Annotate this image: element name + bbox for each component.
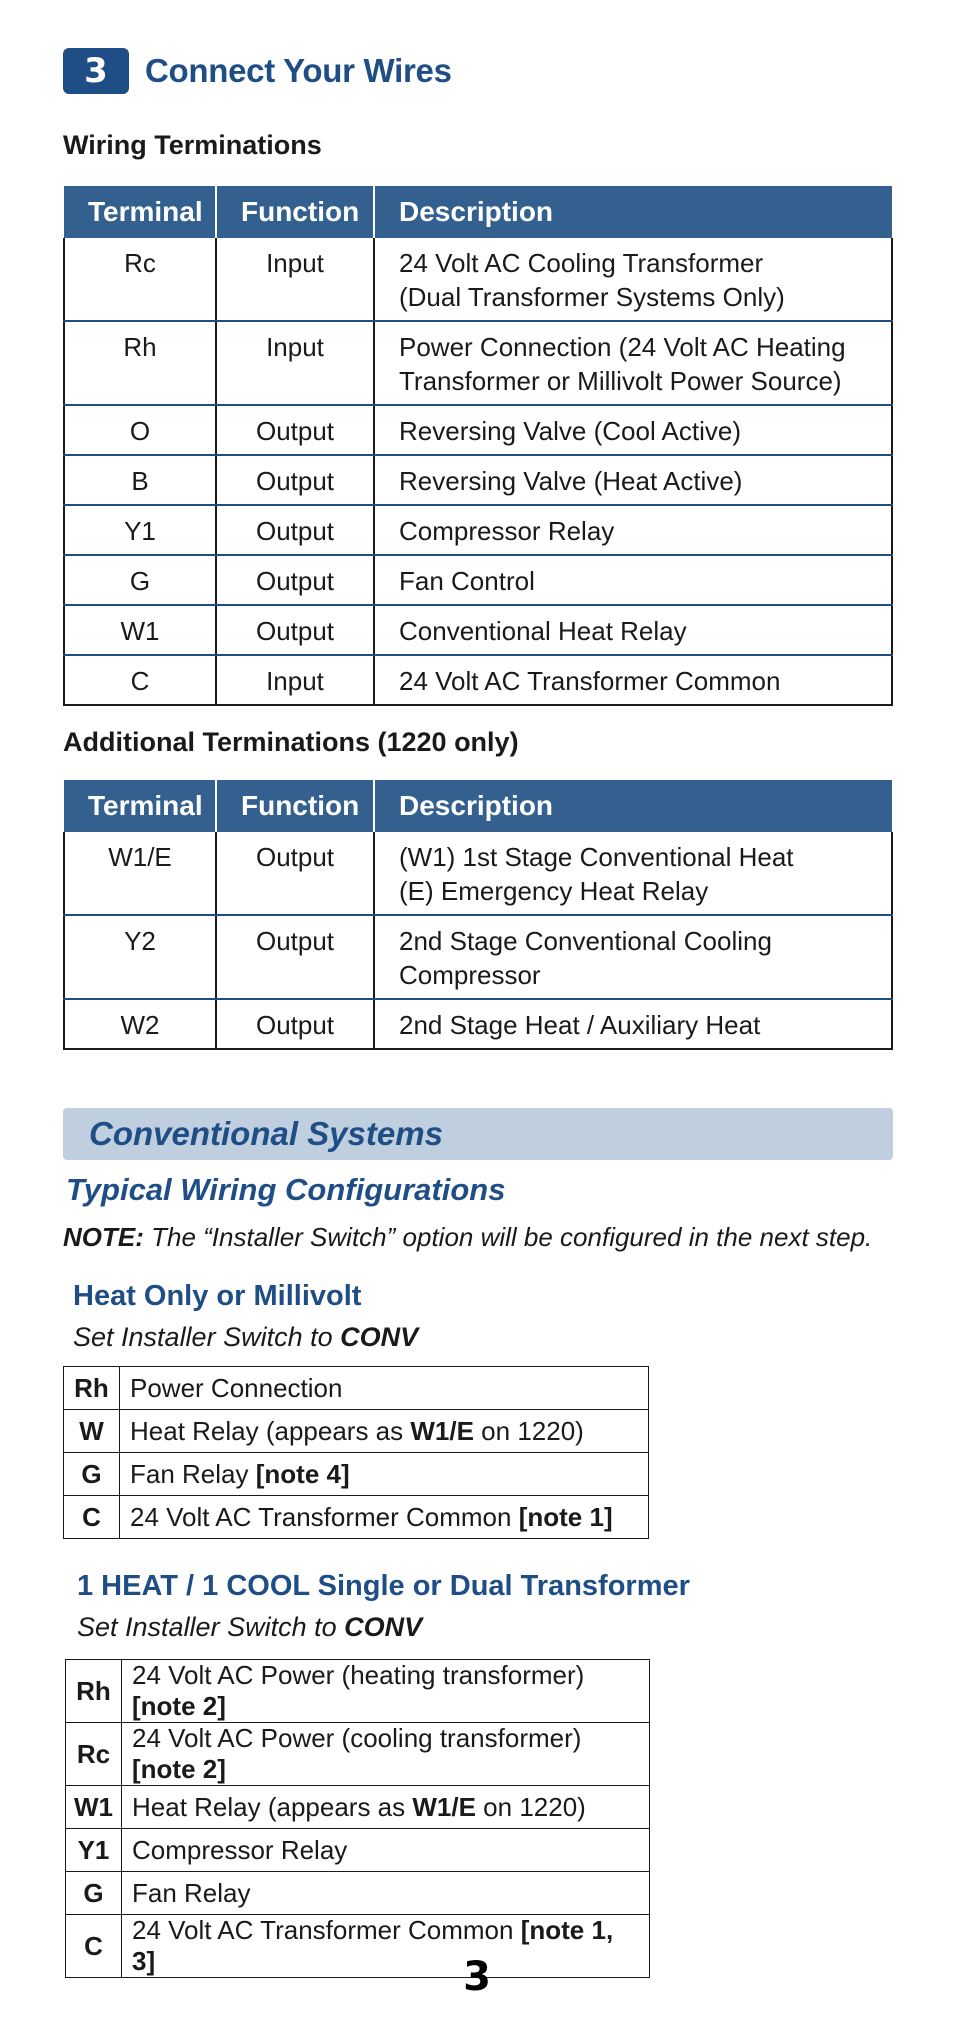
function-cell: Output bbox=[216, 999, 374, 1049]
description-line: Power Connection (24 Volt AC Heating bbox=[399, 332, 846, 362]
table-row bbox=[64, 832, 892, 915]
heat-only-heading: Heat Only or Millivolt bbox=[73, 1280, 362, 1312]
column-header: Description bbox=[374, 780, 892, 832]
table-row bbox=[66, 1786, 650, 1829]
note-reference: [note 4] bbox=[255, 1458, 350, 1489]
table-row bbox=[64, 1367, 649, 1410]
terminal-cell: G bbox=[66, 1872, 122, 1915]
table-header-row bbox=[64, 186, 892, 238]
connection-cell bbox=[122, 1786, 650, 1829]
function-cell: Output bbox=[216, 555, 374, 605]
description-cell: Fan Control bbox=[374, 555, 892, 605]
description-cell: Reversing Valve (Heat Active) bbox=[374, 455, 892, 505]
column-header: Terminal bbox=[64, 186, 216, 238]
function-cell: Input bbox=[216, 655, 374, 705]
terminal-cell: W bbox=[64, 1410, 120, 1453]
terminal-cell: Rh bbox=[64, 321, 216, 405]
table-row bbox=[64, 1496, 649, 1539]
step-number-badge: 3 bbox=[63, 48, 129, 94]
terminal-cell: Rc bbox=[64, 238, 216, 321]
table-row bbox=[64, 999, 892, 1049]
connection-cell bbox=[122, 1723, 650, 1786]
note-reference: [note 1, 3] bbox=[132, 1915, 614, 1976]
note-label: NOTE: bbox=[63, 1222, 144, 1252]
connection-cell: Power Connection bbox=[120, 1367, 649, 1410]
terminal-cell: G bbox=[64, 1453, 120, 1496]
heat-only-wiring-table bbox=[63, 1366, 649, 1539]
description-cell: Reversing Valve (Cool Active) bbox=[374, 405, 892, 455]
table-row bbox=[64, 915, 892, 999]
connection-cell bbox=[120, 1496, 649, 1539]
connection-cell bbox=[120, 1453, 649, 1496]
table-row bbox=[64, 1410, 649, 1453]
description-cell bbox=[374, 321, 892, 405]
table-row bbox=[66, 1829, 650, 1872]
column-header: Function bbox=[216, 780, 374, 832]
installer-note bbox=[63, 1222, 872, 1253]
note-reference: [note 1] bbox=[518, 1501, 613, 1532]
description-cell: 2nd Stage Conventional Cooling Compressor bbox=[374, 915, 892, 999]
description-cell: 2nd Stage Heat / Auxiliary Heat bbox=[374, 999, 892, 1049]
banner-title: Conventional Systems bbox=[89, 1115, 443, 1152]
description-cell: Conventional Heat Relay bbox=[374, 605, 892, 655]
function-cell: Output bbox=[216, 455, 374, 505]
table-row bbox=[66, 1723, 650, 1786]
terminal-cell: Y1 bbox=[64, 505, 216, 555]
note-reference: [note 2] bbox=[132, 1754, 226, 1784]
description-line: Transformer or Millivolt Power Source) bbox=[399, 366, 842, 396]
description-line: 24 Volt AC Cooling Transformer bbox=[399, 248, 764, 278]
function-cell: Output bbox=[216, 915, 374, 999]
connection-text: Heat Relay (appears as bbox=[132, 1791, 413, 1822]
connection-text: 24 Volt AC Power (heating transformer) bbox=[132, 1660, 585, 1690]
connection-cell: Fan Relay bbox=[122, 1872, 650, 1915]
additional-terminations-table bbox=[63, 780, 893, 1050]
description-cell: 24 Volt AC Transformer Common bbox=[374, 655, 892, 705]
terminal-cell: W1/E bbox=[64, 832, 216, 915]
step-header bbox=[63, 48, 452, 94]
connection-text: Fan Relay bbox=[130, 1458, 256, 1489]
table-row bbox=[64, 1453, 649, 1496]
connection-text: 24 Volt AC Power (cooling transformer) bbox=[132, 1723, 582, 1753]
note-text: The “Installer Switch” option will be configured in the next step. bbox=[143, 1222, 873, 1252]
function-cell: Input bbox=[216, 321, 374, 405]
table-row bbox=[64, 321, 892, 405]
switch-setting-prefix: Set Installer Switch to bbox=[77, 1612, 345, 1642]
heat-only-switch-setting bbox=[73, 1322, 418, 1353]
table-row bbox=[64, 605, 892, 655]
connection-emphasis: W1/E bbox=[410, 1415, 474, 1446]
terminal-cell: C bbox=[64, 1496, 120, 1539]
terminal-cell: W2 bbox=[64, 999, 216, 1049]
terminal-cell: G bbox=[64, 555, 216, 605]
switch-setting-prefix: Set Installer Switch to bbox=[73, 1322, 341, 1352]
table-row bbox=[66, 1872, 650, 1915]
connection-cell bbox=[122, 1660, 650, 1723]
conventional-systems-banner bbox=[63, 1108, 893, 1160]
heat-cool-switch-setting bbox=[77, 1612, 422, 1643]
connection-text: 24 Volt AC Transformer Common bbox=[130, 1501, 519, 1532]
terminal-cell: Y2 bbox=[64, 915, 216, 999]
terminal-cell: Rc bbox=[66, 1723, 122, 1786]
function-cell: Output bbox=[216, 605, 374, 655]
function-cell: Input bbox=[216, 238, 374, 321]
wiring-terminations-table bbox=[63, 186, 893, 706]
switch-setting-value: CONV bbox=[340, 1322, 419, 1352]
column-header: Terminal bbox=[64, 780, 216, 832]
typical-wiring-heading: Typical Wiring Configurations bbox=[66, 1172, 506, 1207]
description-line: (W1) 1st Stage Conventional Heat bbox=[399, 842, 794, 872]
function-cell: Output bbox=[216, 832, 374, 915]
description-line: (Dual Transformer Systems Only) bbox=[399, 282, 785, 312]
column-header: Description bbox=[374, 186, 892, 238]
terminal-cell: Rh bbox=[64, 1367, 120, 1410]
connection-emphasis: W1/E bbox=[412, 1791, 476, 1822]
table-row bbox=[64, 405, 892, 455]
terminal-cell: B bbox=[64, 455, 216, 505]
description-cell bbox=[374, 832, 892, 915]
connection-text: on 1220) bbox=[473, 1415, 584, 1446]
terminal-cell: C bbox=[66, 1915, 122, 1978]
connection-text: Heat Relay (appears as bbox=[130, 1415, 411, 1446]
description-cell bbox=[374, 238, 892, 321]
terminal-cell: W1 bbox=[66, 1786, 122, 1829]
connection-cell bbox=[120, 1410, 649, 1453]
table-row bbox=[64, 238, 892, 321]
terminal-cell: O bbox=[64, 405, 216, 455]
terminal-cell: Y1 bbox=[66, 1829, 122, 1872]
terminal-cell: W1 bbox=[64, 605, 216, 655]
page-title: Connect Your Wires bbox=[145, 52, 452, 89]
connection-cell: Compressor Relay bbox=[122, 1829, 650, 1872]
description-cell: Compressor Relay bbox=[374, 505, 892, 555]
column-header: Function bbox=[216, 186, 374, 238]
heat-cool-heading: 1 HEAT / 1 COOL Single or Dual Transformer bbox=[77, 1570, 690, 1602]
table-row bbox=[64, 555, 892, 605]
note-reference: [note 2] bbox=[132, 1691, 226, 1721]
wiring-terminations-heading: Wiring Terminations bbox=[63, 130, 322, 160]
table-row bbox=[64, 655, 892, 705]
connection-text: 24 Volt AC Transformer Common bbox=[132, 1915, 521, 1945]
additional-terminations-heading: Additional Terminations (1220 only) bbox=[63, 727, 519, 757]
function-cell: Output bbox=[216, 405, 374, 455]
function-cell: Output bbox=[216, 505, 374, 555]
table-header-row bbox=[64, 780, 892, 832]
table-row bbox=[66, 1660, 650, 1723]
table-row bbox=[64, 505, 892, 555]
terminal-cell: Rh bbox=[66, 1660, 122, 1723]
terminal-cell: C bbox=[64, 655, 216, 705]
heat-cool-wiring-table bbox=[65, 1659, 650, 1978]
table-row bbox=[64, 455, 892, 505]
connection-text: on 1220) bbox=[475, 1791, 586, 1822]
description-line: (E) Emergency Heat Relay bbox=[399, 876, 709, 906]
switch-setting-value: CONV bbox=[344, 1612, 423, 1642]
page-number: 3 bbox=[463, 1954, 491, 2000]
